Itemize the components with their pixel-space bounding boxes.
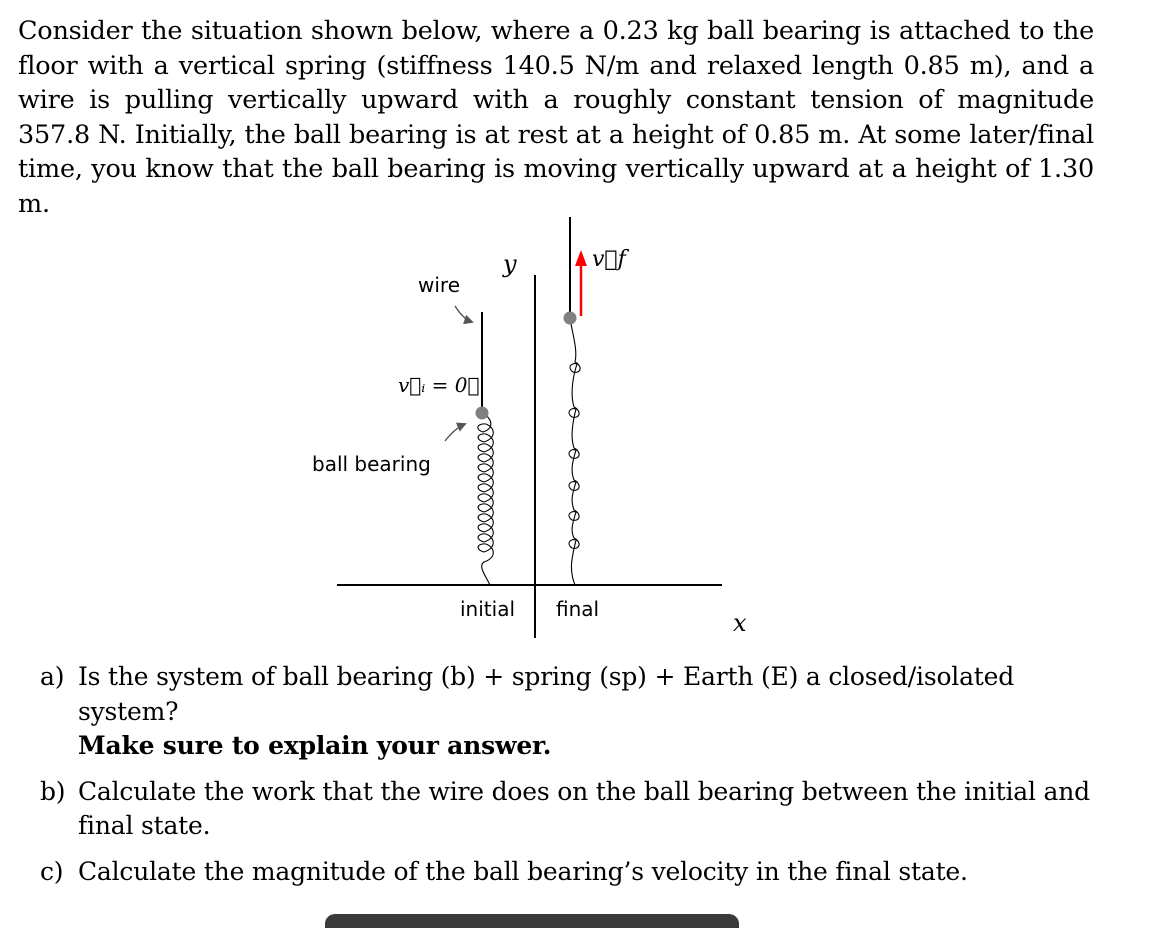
question-letter: a) [40,662,65,691]
final-spring [569,318,580,585]
question-c [40,855,1100,890]
initial-velocity-label: v⃗ᵢ = 0⃗ [398,373,480,397]
initial-ball-bearing [476,407,489,420]
wire-pointer-arrow [455,306,472,322]
spring-diagram [300,205,760,645]
question-text: Calculate the magnitude of the ball bearing’s velocity in the final state. [78,856,968,886]
initial-label: initial [460,597,515,621]
question-letter: b) [40,776,66,806]
x-axis-label: x [733,609,747,637]
problem-statement: Consider the situation shown below, where a 0.23 kg ball bearing is attached to the floor with a vertical spring (stiffness 140.5 N/m and relaxed length 0.85 m), and a wire is pulling vertically upward with a roughly constant tension of magnitude 357.8 N. Initially, the ball bearing is at rest at a height of 0.85 m. At some later/final time, you know that the ball bearing is moving vertically upward at a height of 1.30 m. [18,16,1094,219]
final-velocity-label: v⃗f [592,247,626,272]
question-list [40,660,1100,900]
y-axis-label: y [503,250,517,278]
question-text: Is the system of ball bearing (b) + spring (sp) + Earth (E) a closed/isolated system? [78,662,1015,726]
final-label: final [556,597,600,621]
wire-label: wire [418,273,461,297]
question-emphasis: Make sure to explain your answer. [78,731,552,760]
velocity-arrowhead [575,250,587,266]
question-letter: c) [40,856,64,886]
initial-spring [478,413,493,585]
final-ball-bearing [564,312,577,325]
ball-bearing-label: ball bearing [312,452,431,476]
bottom-scroll-bar[interactable] [325,914,739,928]
question-text: Calculate the work that the wire does on the ball bearing between the initial and final state. [78,776,1090,840]
ball-pointer-arrow [445,424,465,441]
question-b [40,775,1100,844]
question-a [40,660,1100,764]
